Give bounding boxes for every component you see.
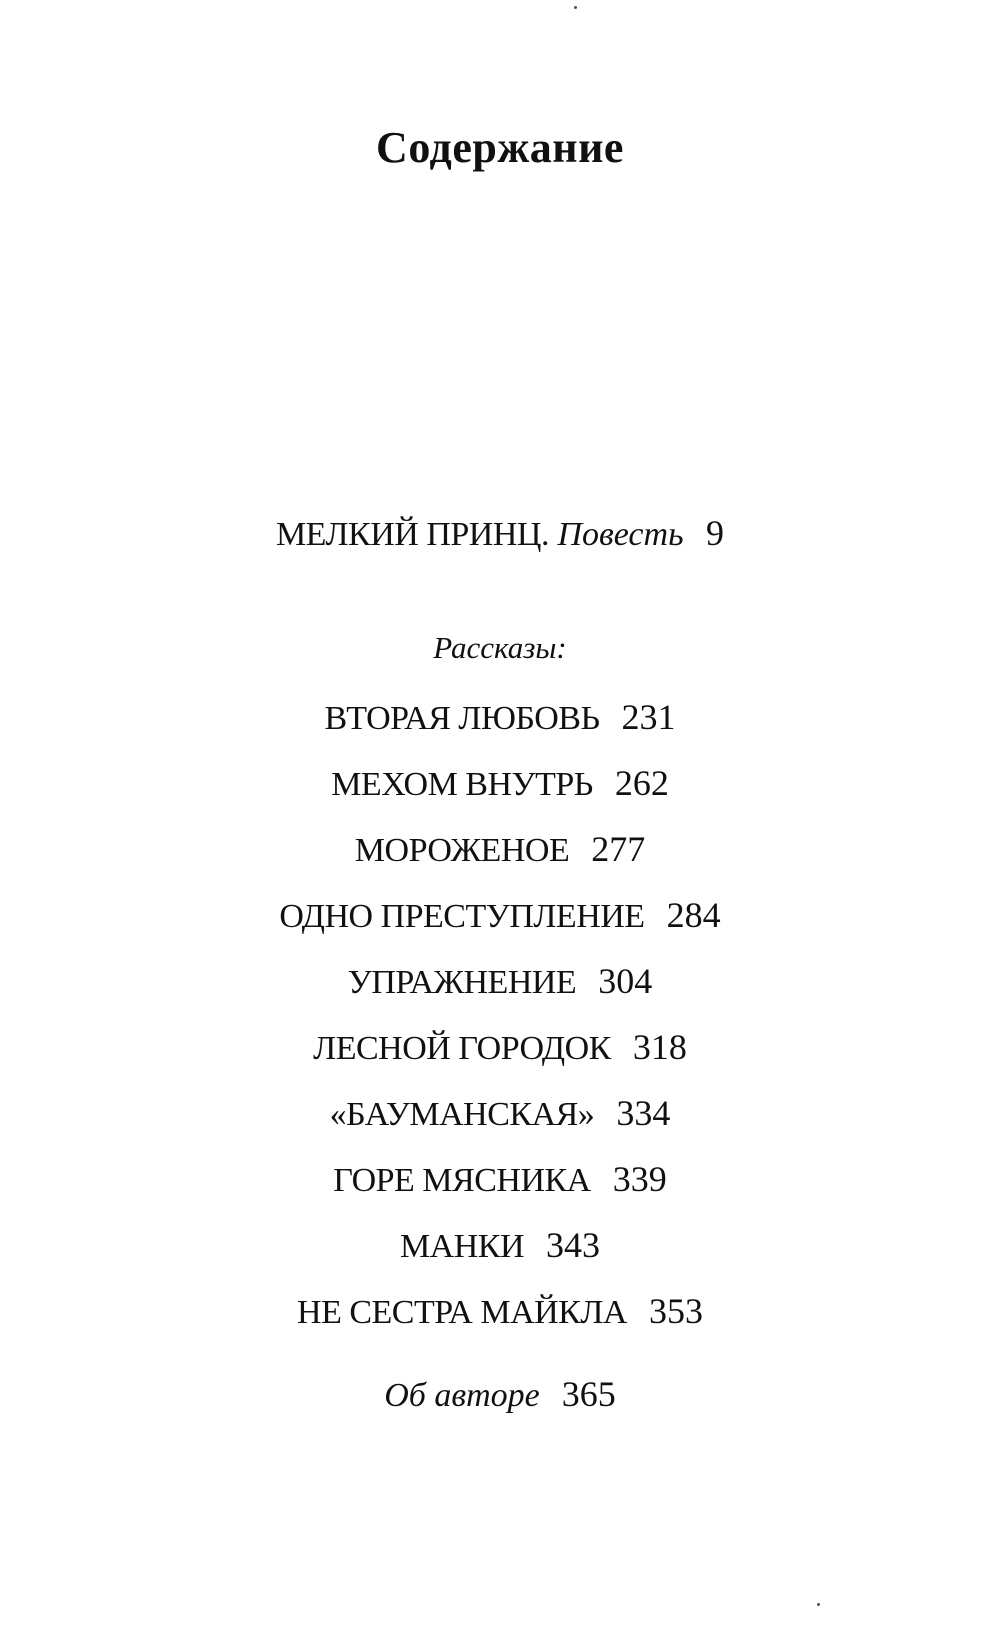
toc-entry-story[interactable] bbox=[0, 829, 1000, 871]
entry-title: ВТОРАЯ ЛЮБОВЬ bbox=[324, 700, 600, 737]
entry-title: ОДНО ПРЕСТУПЛЕНИЕ bbox=[279, 898, 645, 935]
entry-page-number: 339 bbox=[612, 1159, 667, 1199]
entry-page-number: 9 bbox=[706, 513, 725, 553]
entry-title: УПРАЖНЕНИЕ bbox=[347, 964, 577, 1001]
scan-speck bbox=[574, 6, 577, 9]
entry-page-number: 353 bbox=[648, 1291, 703, 1331]
section-label-stories: Рассказы: bbox=[433, 630, 567, 665]
entry-page-number: 262 bbox=[614, 763, 669, 803]
entry-page-number: 304 bbox=[598, 961, 653, 1001]
entry-title: МЕХОМ ВНУТРЬ bbox=[331, 766, 593, 803]
toc-entry-story[interactable] bbox=[0, 1159, 1000, 1201]
entry-title: НЕ СЕСТРА МАЙКЛА bbox=[297, 1294, 627, 1331]
toc-entry-story[interactable] bbox=[0, 895, 1000, 937]
entry-page-number: 334 bbox=[616, 1093, 671, 1133]
entry-page-number: 365 bbox=[561, 1374, 616, 1414]
toc-entry-story[interactable] bbox=[0, 1027, 1000, 1069]
scan-speck bbox=[817, 1603, 820, 1606]
page-title: Содержание bbox=[376, 123, 624, 172]
entry-page-number: 231 bbox=[621, 697, 676, 737]
entry-page-number: 318 bbox=[632, 1027, 687, 1067]
toc-entry-story[interactable] bbox=[0, 1291, 1000, 1333]
entry-page-number: 343 bbox=[546, 1225, 601, 1265]
entry-title: МОРОЖЕНОЕ bbox=[354, 832, 570, 869]
entry-title: МЕЛКИЙ ПРИНЦ. bbox=[275, 516, 549, 553]
toc-entry-story[interactable] bbox=[0, 961, 1000, 1003]
entry-title: ГОРЕ МЯСНИКА bbox=[333, 1162, 591, 1199]
toc-entry-story[interactable] bbox=[0, 1093, 1000, 1135]
entry-page-number: 277 bbox=[591, 829, 646, 869]
toc-entry-novella[interactable] bbox=[0, 513, 1000, 555]
toc-entry-story[interactable] bbox=[0, 697, 1000, 739]
entry-title: Об авторе bbox=[384, 1377, 540, 1414]
entry-page-number: 284 bbox=[666, 895, 721, 935]
toc-entry-about[interactable] bbox=[0, 1374, 1000, 1416]
toc-entry-story[interactable] bbox=[0, 763, 1000, 805]
entry-title: ЛЕСНОЙ ГОРОДОК bbox=[313, 1030, 611, 1067]
entry-title: МАНКИ bbox=[399, 1228, 525, 1265]
toc-entry-story[interactable] bbox=[0, 1225, 1000, 1267]
entry-subtitle: Повесть bbox=[557, 516, 684, 553]
entry-title: «БАУМАНСКАЯ» bbox=[329, 1096, 595, 1133]
